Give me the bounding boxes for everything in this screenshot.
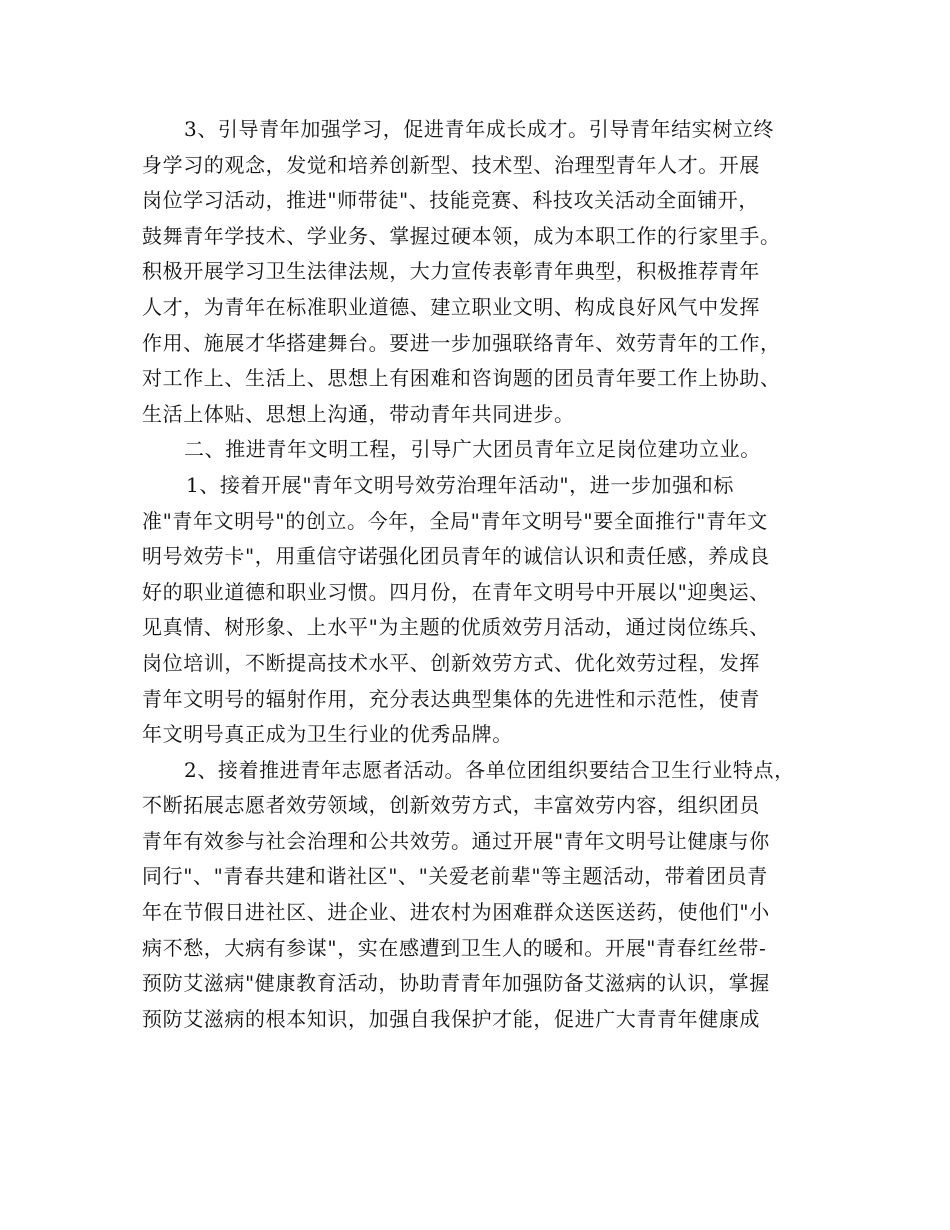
- paragraph-line: 生活上体贴、思想上沟通，带动青年共同进步。: [142, 401, 575, 426]
- paragraph-line: 身学习的观念，发觉和培养创新型、技术型、治理型青年人才。开展: [142, 152, 760, 177]
- paragraph-line: 同行"、"青春共建和谐社区"、"关爱老前辈"等主题活动，带着团员青: [142, 864, 768, 889]
- paragraph-line: 2、接着推进青年志愿者活动。各单位团组织要结合卫生行业特点，: [184, 757, 795, 782]
- paragraph-line: 准"青年文明号"的创立。今年，全局"青年文明号"要全面推行"青年文: [142, 508, 768, 533]
- section-heading: 二、推进青年文明工程，引导广大团员青年立足岗位建功立业。: [184, 437, 761, 462]
- paragraph-line: 青年文明号的辐射作用，充分表达典型集体的先进性和示范性，使青: [142, 686, 760, 711]
- paragraph-line: 年文明号真正成为卫生行业的优秀品牌。: [142, 722, 513, 747]
- paragraph-line: 见真情、树形象、上水平"为主题的优质效劳月活动，通过岗位练兵、: [142, 615, 770, 640]
- paragraph-line: 积极开展学习卫生法律法规，大力宣传表彰青年典型，积极推荐青年: [142, 259, 760, 284]
- paragraph-line: 1、接着开展"青年文明号效劳治理年活动"，进一步加强和标: [186, 472, 734, 497]
- paragraph-line: 人才，为青年在标准职业道德、建立职业文明、构成良好风气中发挥: [142, 294, 760, 319]
- paragraph-line: 年在节假日进社区、进企业、进农村为困难群众送医送药，使他们"小: [142, 900, 770, 925]
- paragraph-line: 作用、施展才华搭建舞台。要进一步加强联络青年、效劳青年的工作，: [142, 330, 781, 355]
- paragraph-line: 岗位学习活动，推进"师带徒"、技能竞赛、科技攻关活动全面铺开，: [142, 188, 759, 213]
- paragraph-line: 鼓舞青年学技术、学业务、掌握过硬本领，成为本职工作的行家里手。: [142, 223, 781, 248]
- paragraph-line: 明号效劳卡"，用重信守诺强化团员青年的诚信认识和责任感，养成良: [142, 544, 770, 569]
- paragraph-line: 病不愁，大病有参谋"，实在感遭到卫生人的暖和。开展"青春红丝带-: [142, 935, 767, 960]
- paragraph-line: 好的职业道德和职业习惯。四月份，在青年文明号中开展以"迎奥运、: [142, 579, 770, 604]
- paragraph-line: 3、引导青年加强学习，促进青年成长成才。引导青年结实树立终: [184, 117, 775, 141]
- paragraph-line: 对工作上、生活上、思想上有困难和咨询题的团员青年要工作上协助、: [142, 366, 781, 391]
- document-body: [142, 112, 822, 1037]
- paragraph-line: 青年有效参与社会治理和公共效劳。通过开展"青年文明号让健康与你: [142, 828, 770, 853]
- paragraph-line: 不断拓展志愿者效劳领域，创新效劳方式，丰富效劳内容，组织团员: [142, 793, 760, 818]
- paragraph-line: 预防艾滋病的根本知识，加强自我保护才能，促进广大青青年健康成: [142, 1006, 760, 1031]
- paragraph-line: 岗位培训，不断提高技术水平、创新效劳方式、优化效劳过程，发挥: [142, 650, 760, 675]
- paragraph-line: 预防艾滋病"健康教育活动，协助青青年加强防备艾滋病的认识，掌握: [142, 971, 770, 996]
